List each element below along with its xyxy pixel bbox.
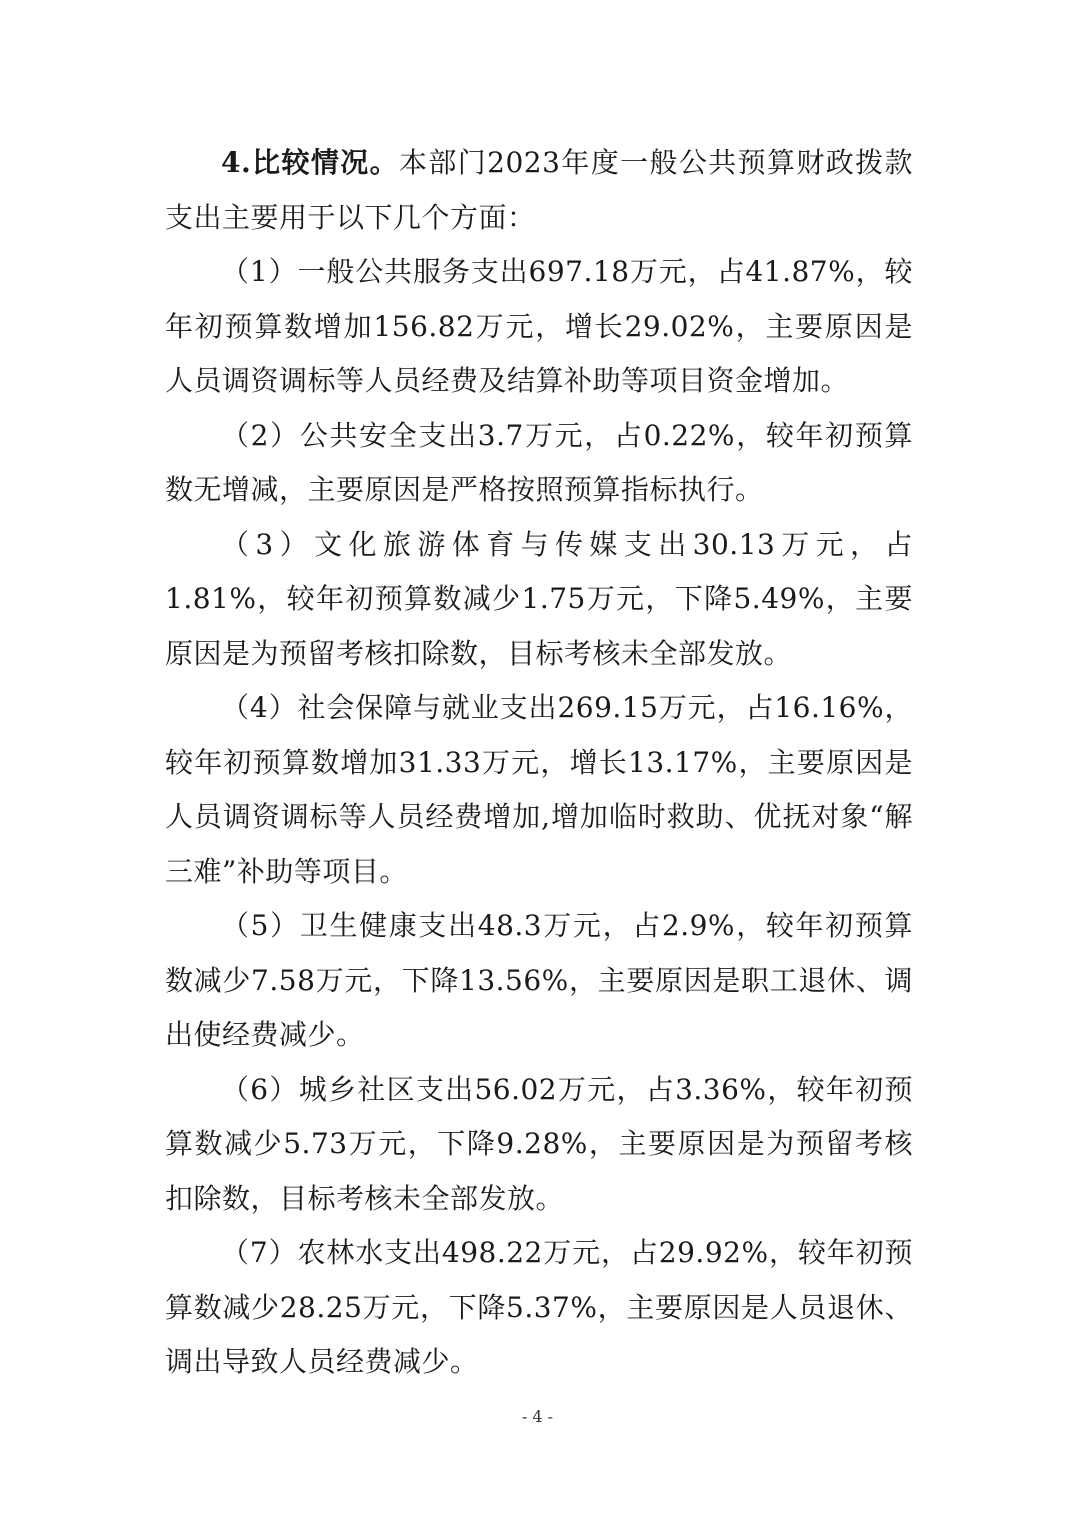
intro-paragraph [165,136,913,245]
intro-text: 本部门2023年度一般公共预算财政拨款支出主要用于以下几个方面： [165,146,914,234]
item-paragraph-2: （2）公共安全支出3.7万元，占0.22%，较年初预算数无增减，主要原因是严格按照预算指标执行。 [165,418,913,506]
item-paragraph-4: （4）社会保障与就业支出269.15万元，占16.16%，较年初预算数增加31.33万元，增长13.17%，主要原因是人员调资调标等人员经费增加,增加临时救助、优抚对象“解三难”补助等项目。 [165,691,913,888]
item-paragraph-3: （3）文化旅游体育与传媒支出30.13万元，占1.81%，较年初预算数减少1.75万元，下降5.49%，主要原因是为预留考核扣除数，目标考核未全部发放。 [165,527,913,670]
item-paragraph-7: （7）农林水支出498.22万元，占29.92%，较年初预算数减少28.25万元，下降5.37%，主要原因是人员退休、调出导致人员经费减少。 [165,1236,913,1378]
item-paragraph-1: （1）一般公共服务支出697.18万元，占41.87%，较年初预算数增加156.82万元，增长29.02%，主要原因是人员调资调标等人员经费及结算补助等项目资金增加。 [165,255,913,397]
item-paragraph-6: （6）城乡社区支出56.02万元，占3.36%，较年初预算数减少5.73万元，下降9.28%，主要原因是为预留考核扣除数，目标考核未全部发放。 [165,1072,913,1215]
page-number: - 4 - [521,1407,554,1426]
section-heading: 4.比较情况。 [221,146,400,179]
item-paragraph-5: （5）卫生健康支出48.3万元，占2.9%，较年初预算数减少7.58万元，下降13.56%，主要原因是职工退休、调出使经费减少。 [165,909,913,1051]
body-text [165,136,913,1390]
